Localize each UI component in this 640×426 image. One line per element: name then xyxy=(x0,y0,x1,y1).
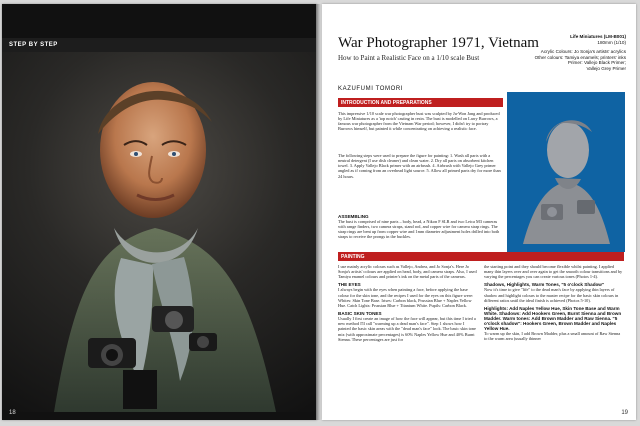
recipe-list: Highlights: Add Naples Yellow Hue, Skin Tone Base and Warm White. Shadows: Add Hookers Green, Burnt Sienna and Brown Madder. Warm tones: Add Brown Madder and Raw Sienna. "5 o'clock shadow": Hookers Green, Brown Madder and Naples Yellow Hue. xyxy=(484,305,622,331)
materials-item: Vallejo Grey Primer xyxy=(586,65,626,71)
painting-continued-text: the starting point and they should become flexible whilst painting. I applied many thin layers over and over again to get the smooth colour transitions and by varying the percentages you can create various tones (Photos 1-4). xyxy=(484,264,623,280)
painting-column-left xyxy=(338,264,478,342)
shadows-highlights-heading: Shadows, Highlights, Warm Tones, "5 o'clock Shadow" xyxy=(484,282,605,288)
materials-item: Acrylic Colours: Jo Sonja's artists' acrylics xyxy=(540,49,626,54)
materials-list xyxy=(535,49,626,71)
right-page-number: 19 xyxy=(621,410,628,416)
step-by-step-label: STEP BY STEP xyxy=(9,42,58,48)
shadows-highlights-text: Now it's time to give "life" to the dead man's face by applying thin layers of shadow and highlight colours to the master recipe for the basic skin colours in different ratios until the ideal finish is achieved (Photos 5-10). xyxy=(484,287,619,303)
painting-column-right xyxy=(484,264,624,341)
section-bar-introduction xyxy=(338,98,503,107)
article-title: War Photographer 1971, Vietnam xyxy=(338,35,539,51)
eyes-text: I always begin with the eyes when painting a face, before applying the base colour for the skin tone, and the recipes I used for the eyes on this figure were: Whites: Skin Tone Base. Irises: Carbon black, Prussian Blue + Naples Yellow Hue. Catch Lights: Prussian Blue + Titanium White. Pupils: Carbon Black. xyxy=(338,287,474,308)
skin-tones-text: Usually I first create an image of how the face will appear, but this time I tried a new method I'll call "warming up a dead man's face". Step 1 shows how I painted the basic skin areas with the "dead man's face" look. The basic skin tone mix (with approximate percentages) is 60% Naples Yellow Hue and 40% Burnt Sienna. These percentages are just for xyxy=(338,316,476,342)
bust-photo-large xyxy=(2,52,317,412)
step-by-step-header xyxy=(2,38,317,52)
product-name: Life Miniatures (LM-B001) xyxy=(570,34,626,39)
assembling-text: The bust is comprised of nine parts – body, head, a Nikon F SLR and two Leica M3 cameras with range finders, two camera straps, stand rod, and copper wire for camera strap rings. The strap rings are bent up from copper wire and 1mm diameter adjustment holes drilled into both straps to receive the prongs in the buckles. xyxy=(338,219,500,240)
section-title: PAINTING xyxy=(341,254,365,260)
product-info xyxy=(570,34,626,45)
section-bar-painting xyxy=(338,252,624,261)
grey-primed-bust-illustration xyxy=(507,92,625,252)
assembling-title: ASSEMBLING xyxy=(338,214,369,219)
war-photographer-bust-illustration xyxy=(2,52,317,412)
left-page-number: 18 xyxy=(9,410,16,416)
author-name: KAZUFUMI TOMORI xyxy=(338,86,404,92)
intro-paragraph: This impressive 1/10 scale war photographer bust was sculpted by Ju-Won Jang and produced by Life Miniatures as a 'top notch' casting in resin. The bust is modelled on Larry Burrows, a famous war photographer from the Vietnam War period; however, I didn't try to portray Burrows himself, but painted it while concentrating on achieving a realistic face. xyxy=(338,111,500,132)
materials-item: Other colours: Tamiya enamels; printers' inks xyxy=(534,54,626,60)
warm-up-text: To warm up the skin, I add Brown Madder, plus a small amount of Raw Sienna to the warm area (usually thinner xyxy=(484,330,621,342)
materials-item: Primer: Vallejo Black Primer; xyxy=(567,60,626,65)
section-title: INTRODUCTION AND PREPARATIONS xyxy=(341,100,432,106)
skin-tones-heading: BASIC SKIN TONES xyxy=(338,311,382,317)
eyes-heading: THE EYES xyxy=(338,282,361,288)
prep-paragraph: The following steps were used to prepare the figure for painting: 1. Wash all parts with a neutral detergent (I use dish cleaner) and clean water. 2. Dry all parts on absorbent kitchen towel. 3. Apply Vallejo Black primer with an airbrush. 4. Airbrush with Vallejo Grey primer angled as if coming from an overhead light source. 5. Allow all primed parts dry for more than 24 hours. xyxy=(338,153,501,179)
bust-photo-small xyxy=(507,92,625,252)
product-scale: 180mm (1/10) xyxy=(597,39,626,45)
assembling-block xyxy=(338,211,502,240)
painting-intro-text: I use mainly acrylic colours such as Vallejo, Andrea, and Jo Sonja's. Here Jo Sonja's artists' colours are applied on head, body, and camera straps. Also, I used Tamiya enamel colours and printer's ink on the metal parts of the cameras. xyxy=(338,264,477,280)
right-page xyxy=(322,4,636,420)
article-subtitle: How to Paint a Realistic Face on a 1/10 scale Bust xyxy=(338,54,480,62)
left-page xyxy=(2,4,317,420)
